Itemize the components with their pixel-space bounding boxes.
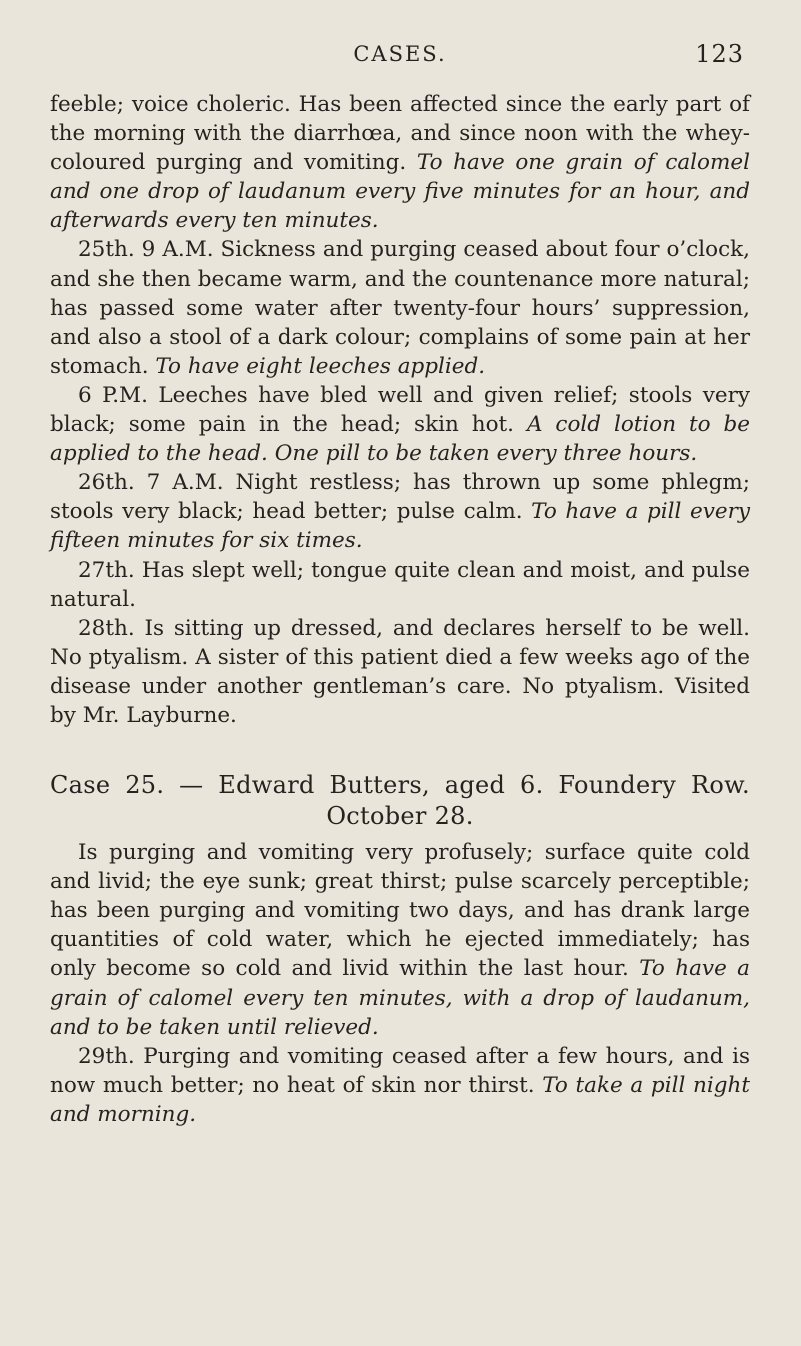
paragraph-text: 27th. Has slept well; tongue quite clean and moist, and pulse natural.	[50, 557, 750, 612]
prescription-text: To take a pill night and morning.	[50, 1072, 750, 1127]
paragraph	[50, 235, 750, 380]
prescription-text: To have a pill every fifteen minutes for six times.	[50, 499, 750, 554]
case-heading: Case 25. — Edward Butters, aged 6. Foundery Row. October 28.	[50, 771, 750, 831]
running-head: CASES.	[353, 42, 447, 66]
prescription-text: To have eight leeches applied.	[155, 353, 486, 379]
paragraph-text: 29th. Purging and vomiting ceased after a few hours, and is now much better; no heat of skin nor thirst.	[50, 1043, 750, 1098]
paragraph	[50, 838, 750, 1042]
paragraph-text: 26th. 7 A.M. Night restless; has thrown up some phlegm; stools very black; head better; pulse calm.	[50, 470, 750, 525]
paragraph-text: 28th. Is sitting up dressed, and declares herself to be well. No ptyalism. A sister of this patient died a few weeks ago of the disease under another gentleman’s care. No ptyalism. Visited by Mr. Layburne.	[50, 615, 750, 728]
prescription-text: To have a grain of calomel every ten minutes, with a drop of laudanum, and to be taken until relieved.	[50, 956, 751, 1040]
paragraph	[50, 90, 750, 235]
prescription-text: To have one grain of calomel and one drop of laudanum every five minutes for an hour, and afterwards every ten minutes.	[50, 150, 750, 234]
page-number: 123	[695, 40, 744, 68]
paragraph	[50, 381, 750, 468]
prescription-text: A cold lotion to be applied to the head. One pill to be taken every three hours.	[50, 412, 751, 467]
paragraph-text: feeble; voice choleric. Has been affected since the early part of the morning with the diarrhœa, and since noon with the whey-coloured purging and vomiting.	[50, 92, 750, 176]
paragraph	[50, 468, 750, 555]
page-header	[50, 40, 750, 78]
paragraph	[50, 556, 750, 614]
paragraph	[50, 614, 750, 730]
paragraph-text: 6 P.M. Leeches have bled well and given relief; stools very black; some pain in the head; skin hot.	[50, 382, 750, 438]
paragraph	[50, 1042, 750, 1129]
paragraph-text: 25th. 9 A.M. Sickness and purging ceased about four o’clock, and she then became warm, and the countenance more natural; has passed some water after twenty-four hours’ suppression, and also a stool of a dark colour; complains of some pain at her stomach.	[50, 237, 750, 379]
paragraph-text: Is purging and vomiting very profusely; surface quite cold and livid; the eye sunk; great thirst; pulse scarcely perceptible; has been purging and vomiting two days, and has drank large quantities of cold water, which he ejected immediately; has only become so cold and livid within the last hour.	[50, 840, 750, 982]
book-page	[50, 40, 750, 1129]
